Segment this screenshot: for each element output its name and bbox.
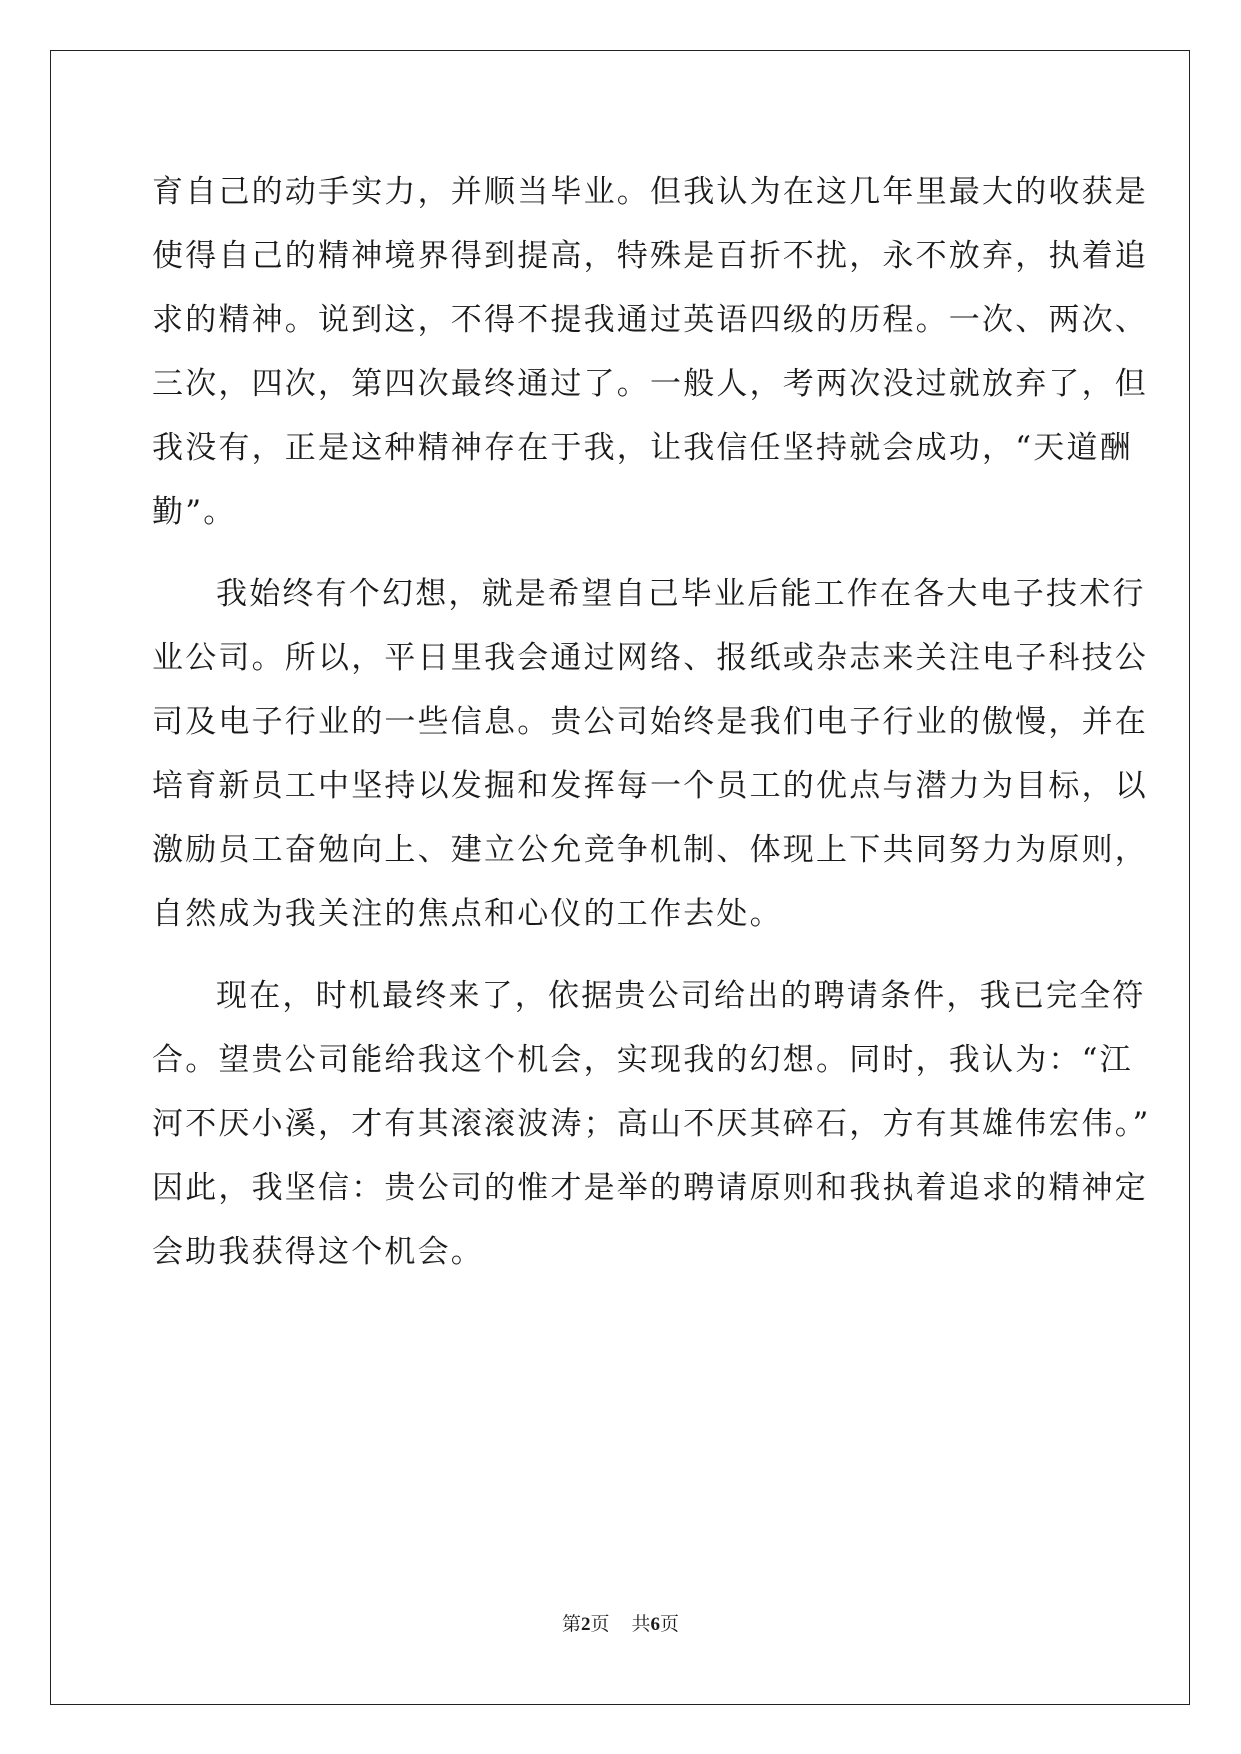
- total-page-number: 6: [650, 1614, 661, 1635]
- paragraph-1: [152, 160, 1148, 544]
- text-line: 勤”。: [152, 494, 237, 530]
- text-line: 三次，四次，第四次最终通过了。一般人，考两次没过就放弃了，但: [152, 366, 1148, 402]
- text-line: 司及电子行业的一些信息。贵公司始终是我们电子行业的傲慢，并在: [152, 704, 1148, 740]
- text-line: 使得自己的精神境界得到提高，特殊是百折不扰，永不放弃，执着追: [152, 238, 1148, 274]
- text-line: 自然成为我关注的焦点和心仪的工作去处。: [152, 896, 783, 932]
- text-line: 求的精神。说到这，不得不提我通过英语四级的历程。一次、两次、: [152, 302, 1148, 338]
- paragraph-3: [152, 964, 1151, 1284]
- paragraph-2: [152, 562, 1148, 946]
- text-line: 河不厌小溪，才有其滚滚波涛；高山不厌其碎石，方有其雄伟宏伟。”: [152, 1106, 1151, 1142]
- page-footer: [0, 1609, 1241, 1636]
- text-line: 现在，时机最终来了，依据贵公司给出的聘请条件，我已完全符: [216, 978, 1146, 1014]
- current-page-number: 2: [580, 1614, 591, 1635]
- text-line: 业公司。所以，平日里我会通过网络、报纸或杂志来关注电子科技公: [152, 640, 1148, 676]
- text-line: 培育新员工中坚持以发掘和发挥每一个员工的优点与潜力为目标，以: [152, 768, 1148, 804]
- text-line: 我始终有个幻想，就是希望自己毕业后能工作在各大电子技术行: [216, 576, 1146, 612]
- footer-total-prefix: 共: [631, 1613, 651, 1635]
- text-line: 会助我获得这个机会。: [152, 1234, 484, 1270]
- text-line: 激励员工奋勉向上、建立公允竞争机制、体现上下共同努力为原则，: [152, 832, 1148, 868]
- text-line: 我没有，正是这种精神存在于我，让我信任坚持就会成功，“天道酬: [152, 430, 1133, 466]
- text-line: 因此，我坚信：贵公司的惟才是举的聘请原则和我执着追求的精神定: [152, 1170, 1148, 1206]
- text-line: 育自己的动手实力，并顺当毕业。但我认为在这几年里最大的收获是: [152, 174, 1148, 210]
- text-line: 合。望贵公司能给我这个机会，实现我的幻想。同时，我认为：“江: [152, 1042, 1133, 1078]
- document-body: [152, 160, 1151, 1284]
- footer-page-suffix: 页: [590, 1613, 610, 1635]
- footer-total-suffix: 页: [660, 1613, 680, 1635]
- footer-prefix: 第: [561, 1613, 581, 1635]
